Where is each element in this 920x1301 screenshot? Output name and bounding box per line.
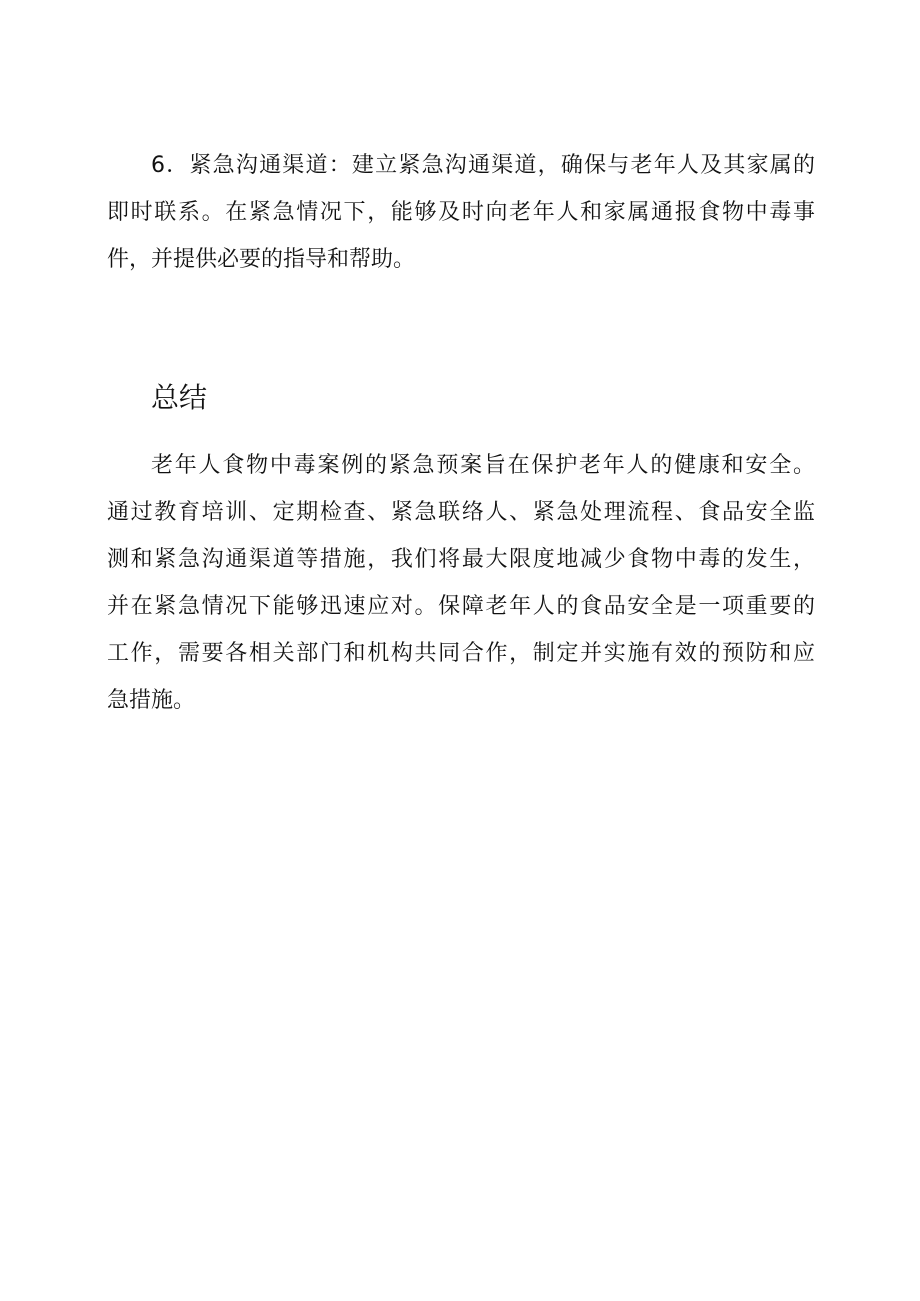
paragraph-line: 6．紧急沟通渠道：建立紧急沟通渠道，确保与老年人及其家属的 — [151, 153, 815, 178]
paragraph-line: 即时联系。在紧急情况下，能够及时向老年人和家属通报食物中毒事 — [107, 200, 815, 225]
paragraph-line: 老年人食物中毒案例的紧急预案旨在保护老年人的健康和安全。 — [151, 453, 815, 478]
paragraph-line: 急措施。 — [107, 688, 196, 713]
paragraph-line: 并在紧急情况下能够迅速应对。保障老年人的食品安全是一项重要的 — [107, 594, 815, 619]
paragraph-line: 件，并提供必要的指导和帮助。 — [107, 247, 416, 272]
paragraph-line: 通过教育培训、定期检查、紧急联络人、紧急处理流程、食品安全监 — [107, 500, 815, 525]
section-6-paragraph — [107, 142, 815, 283]
paragraph-line: 测和紧急沟通渠道等措施，我们将最大限度地减少食物中毒的发生， — [107, 547, 815, 572]
paragraph-line: 工作，需要各相关部门和机构共同合作，制定并实施有效的预防和应 — [107, 641, 815, 666]
summary-paragraph — [107, 442, 815, 724]
summary-heading: 总结 — [151, 381, 208, 414]
